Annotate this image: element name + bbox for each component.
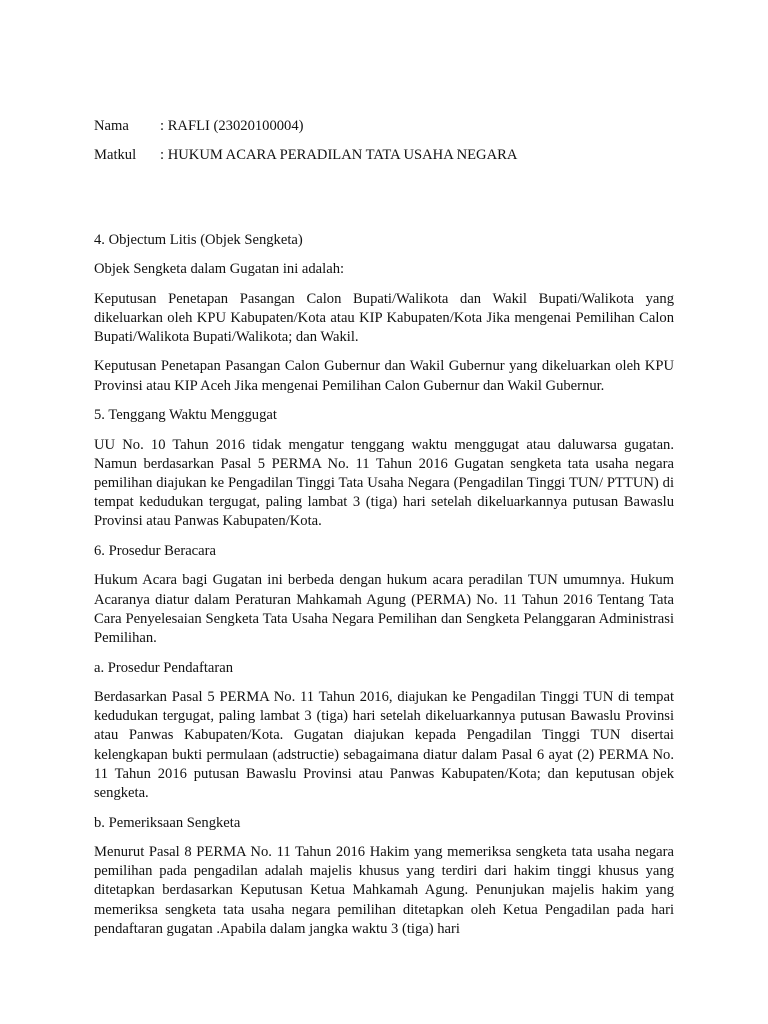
document-header [94,116,674,165]
document-body [94,231,674,940]
subsection-heading-prosedur-pendaftaran: a. Prosedur Pendaftaran [94,659,233,676]
nama-row [94,116,674,136]
section-heading-prosedur-beracara: 6. Prosedur Beracara [94,542,216,559]
paragraph: Objek Sengketa dalam Gugatan ini adalah: [94,261,345,277]
subsection-heading-pemeriksaan-sengketa: b. Pemeriksaan Sengketa [94,814,241,831]
paragraph: Menurut Pasal 8 PERMA No. 11 Tahun 2016 Hakim yang memeriksa sengketa tata usaha negara pemilihan pada pengadilan adalah majelis khusus yang terdiri dari hakim tinggi khusus yang ditetapkan berdasarkan Keputusan Ketua Mahkamah Agung. Penunjukan majelis hakim yang memeriksa sengketa tata usaha negara pemilihan ditetapkan oleh Ketua Pengadilan pada hari pendaftaran gugatan .Apabila dalam jangka waktu 3 (tiga) hari [94,844,674,937]
nama-label: Nama [94,118,129,134]
matkul-label: Matkul [94,146,137,163]
section-heading-tenggang-waktu: 5. Tenggang Waktu Menggugat [94,407,277,424]
paragraph: Keputusan Penetapan Pasangan Calon Bupati/Walikota dan Wakil Bupati/Walikota yang dikeluarkan oleh KPU Kabupaten/Kota atau KIP Kabupaten/Kota Jika mengenai Pemilihan Calon Bupati/Walikota Bupati/Walikota; dan Wakil. [94,290,674,345]
document-page [94,116,674,949]
paragraph: UU No. 10 Tahun 2016 tidak mengatur tenggang waktu menggugat atau daluwarsa gugatan. Namun berdasarkan Pasal 5 PERMA No. 11 Tahun 2016 Gugatan sengketa tata usaha negara pemilihan diajukan ke Pengadilan Tinggi Tata Usaha Negara (Pengadilan Tinggi TUN/ PTTUN) di tempat kedudukan tergugat, paling lambat 3 (tiga) hari setelah dikeluarkannya putusan Bawaslu Provinsi atau Panwas Kabupaten/Kota. [94,436,674,530]
paragraph: Keputusan Penetapan Pasangan Calon Gubernur dan Wakil Gubernur yang dikeluarkan oleh KPU Provinsi atau KIP Aceh Jika mengenai Pemilihan Calon Gubernur dan Wakil Gubernur. [94,358,674,394]
paragraph: Hukum Acara bagi Gugatan ini berbeda dengan hukum acara peradilan TUN umumnya. Hukum Acaranya diatur dalam Peraturan Mahkamah Agung (PERMA) No. 11 Tahun 2016 Tentang Tata Cara Penyelesaian Sengketa Tata Usaha Negara Pemilihan dan Sengketa Pelanggaran Administrasi Pemilihan. [94,572,674,647]
paragraph: Berdasarkan Pasal 5 PERMA No. 11 Tahun 2016, diajukan ke Pengadilan Tinggi TUN di tempat kedudukan tergugat, paling lambat 3 (tiga) hari setelah dikeluarkannya putusan Bawaslu Provinsi atau Panwas Kabupaten/Kota. Gugatan diajukan kepada Pengadilan Tinggi TUN disertai kelengkapan bukti permulaan (adstructie) sebagaimana diatur dalam Pasal 6 ayat (2) PERMA No. 11 Tahun 2016 putusan Bawaslu Provinsi atau Panwas Kabupaten/Kota; dan keputusan objek sengketa. [94,689,674,802]
section-heading-objectum-litis: 4. Objectum Litis (Objek Sengketa) [94,231,303,248]
nama-value: : RAFLI (23020100004) [160,118,304,134]
matkul-value: : HUKUM ACARA PERADILAN TATA USAHA NEGARA [160,146,518,163]
matkul-row [94,145,674,165]
